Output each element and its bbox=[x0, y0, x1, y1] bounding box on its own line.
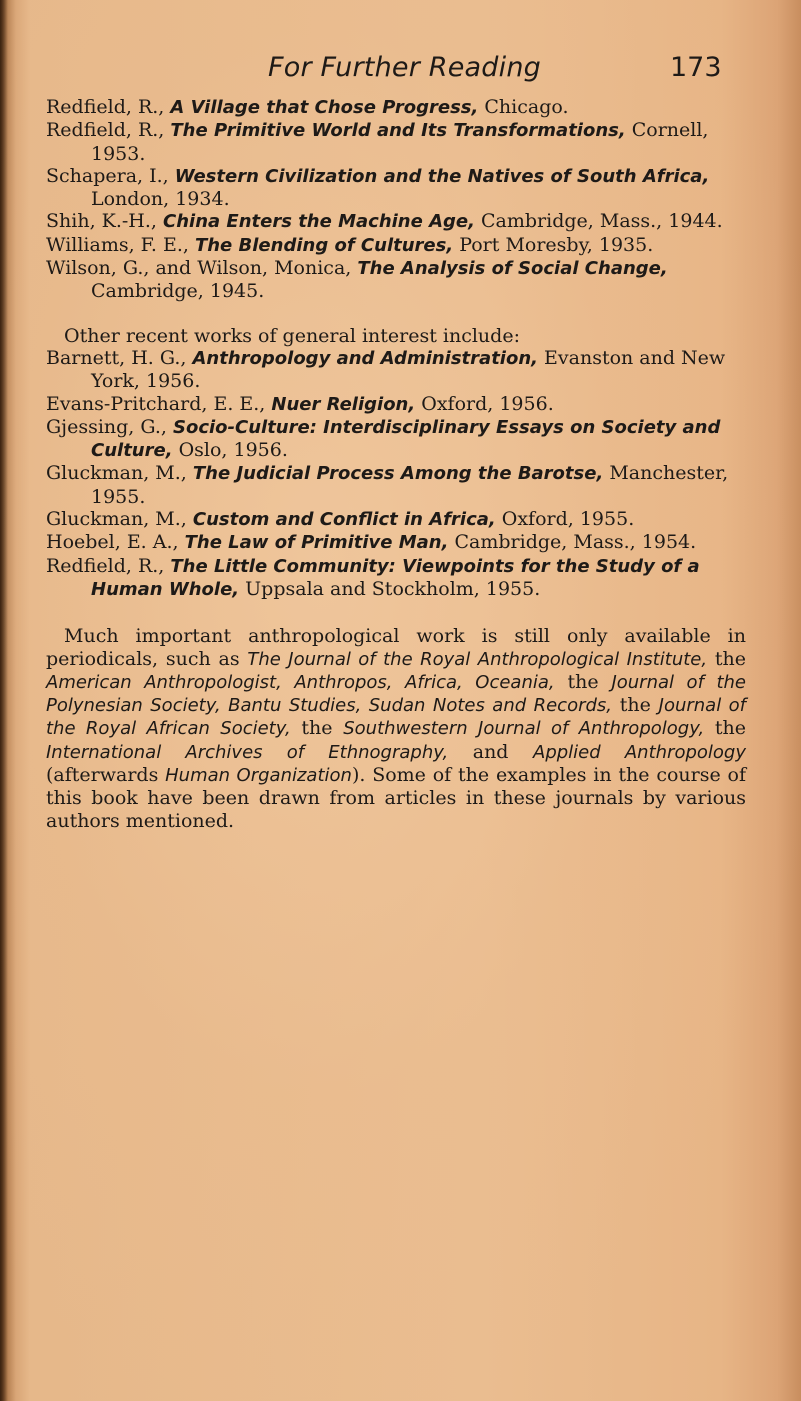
paragraph-text: the bbox=[704, 717, 747, 740]
reference-entry bbox=[46, 165, 746, 211]
page-content bbox=[46, 96, 746, 832]
journal-name: Journal of the Polynesian Society, Bantu Studies, Sudan Notes and Records, bbox=[46, 671, 746, 717]
reference-author: Barnett, H. G., bbox=[46, 346, 193, 369]
reference-publication: Chicago. bbox=[478, 96, 569, 118]
paragraph-text: and bbox=[448, 740, 533, 763]
journal-name: Applied Anthropology bbox=[533, 741, 747, 763]
reference-list-recent bbox=[46, 347, 746, 601]
reference-title: The Little Community: Viewpoints for the Study of a Human Whole, bbox=[91, 555, 700, 600]
reference-entry bbox=[46, 96, 746, 119]
reference-publication: Evanston and New York, 1956. bbox=[91, 346, 726, 393]
reference-entry bbox=[46, 119, 746, 165]
reference-title: The Judicial Process Among the Barotse, bbox=[192, 463, 604, 485]
paragraph-text: (afterwards bbox=[46, 764, 166, 787]
reference-entry bbox=[46, 531, 746, 554]
reference-entry bbox=[46, 257, 746, 303]
page-number: 173 bbox=[670, 52, 722, 83]
reference-publication: London, 1934. bbox=[91, 188, 230, 211]
section-intro: Other recent works of general interest include: bbox=[64, 324, 520, 347]
reference-author: Evans-Pritchard, E. E., bbox=[46, 392, 272, 415]
page-header bbox=[0, 52, 801, 92]
journal-name: American Anthropologist, Anthropos, Africa, Oceania, bbox=[46, 671, 555, 693]
reference-publication: Manchester, 1955. bbox=[91, 462, 729, 508]
reference-author: Shih, K.-H., bbox=[46, 210, 163, 233]
reference-publication: Port Moresby, 1935. bbox=[453, 233, 654, 256]
reference-title: Socio-Culture: Interdisciplinary Essays on Society and Culture, bbox=[91, 416, 721, 462]
spine-shadow bbox=[0, 0, 8, 1401]
paragraph-text: the bbox=[612, 694, 659, 717]
reference-list-primary bbox=[46, 96, 746, 303]
paragraph-text: ). Some of the examples in the course of this book have been drawn from articles in these journals by various authors mentioned. bbox=[46, 764, 747, 832]
reference-entry bbox=[46, 462, 746, 508]
reference-entry bbox=[46, 347, 746, 393]
reference-title: Western Civilization and the Natives of South Africa, bbox=[174, 165, 710, 187]
reference-publication: Oslo, 1956. bbox=[172, 439, 288, 462]
paragraph-text: the bbox=[707, 647, 746, 670]
journal-name: Human Organization bbox=[165, 765, 352, 787]
reference-author: Gjessing, G., bbox=[46, 415, 173, 438]
paragraph-text: the bbox=[554, 670, 612, 693]
reference-author: Schapera, I., bbox=[46, 164, 175, 187]
reference-title: A Village that Chose Progress, bbox=[170, 97, 479, 118]
reference-entry bbox=[46, 416, 746, 463]
reference-title: The Blending of Cultures, bbox=[194, 234, 454, 256]
reference-entry bbox=[46, 555, 746, 602]
reference-publication: Cambridge, Mass., 1954. bbox=[448, 531, 697, 554]
reference-title: Custom and Conflict in Africa, bbox=[192, 509, 496, 531]
reference-entry bbox=[46, 234, 746, 257]
journal-name: The Journal of the Royal Anthropological Institute, bbox=[247, 648, 708, 670]
reference-author: Gluckman, M., bbox=[46, 508, 193, 531]
reference-publication: Cambridge, Mass., 1944. bbox=[474, 210, 723, 233]
journal-name: Journal of the Royal African Society, bbox=[46, 695, 746, 740]
journal-name: International Archives of Ethnography, bbox=[46, 741, 449, 763]
reference-entry bbox=[46, 508, 746, 531]
reference-author: Gluckman, M., bbox=[46, 462, 193, 485]
reference-author: Redfield, R., bbox=[46, 554, 171, 577]
paragraph-text: the bbox=[290, 717, 344, 740]
reference-publication: Oxford, 1955. bbox=[495, 508, 635, 531]
reference-publication: Uppsala and Stockholm, 1955. bbox=[239, 577, 541, 600]
reference-author: Hoebel, E. A., bbox=[46, 531, 185, 554]
reference-author: Williams, F. E., bbox=[46, 233, 195, 256]
paragraph-text: Much important anthropological work is still only available in periodicals, such as bbox=[46, 625, 746, 670]
reference-entry bbox=[46, 393, 746, 416]
running-head: For Further Reading bbox=[268, 52, 541, 83]
reference-title: The Analysis of Social Change, bbox=[357, 258, 668, 280]
reference-publication: Cambridge, 1945. bbox=[91, 280, 265, 303]
reference-publication: Oxford, 1956. bbox=[415, 392, 554, 415]
reference-title: Anthropology and Administration, bbox=[192, 347, 538, 369]
reference-title: The Law of Primitive Man, bbox=[184, 532, 449, 554]
reference-author: Wilson, G., and Wilson, Monica, bbox=[46, 257, 358, 280]
closing-paragraph bbox=[46, 625, 746, 832]
reference-publication: Cornell, 1953. bbox=[91, 119, 709, 165]
reference-title: Nuer Religion, bbox=[271, 393, 416, 415]
reference-title: The Primitive World and Its Transformations, bbox=[170, 120, 626, 142]
reference-title: China Enters the Machine Age, bbox=[163, 211, 475, 233]
reference-author: Redfield, R., bbox=[46, 119, 171, 142]
journal-name: Southwestern Journal of Anthropology, bbox=[343, 718, 705, 740]
reference-entry bbox=[46, 210, 746, 233]
reference-author: Redfield, R., bbox=[46, 96, 171, 118]
